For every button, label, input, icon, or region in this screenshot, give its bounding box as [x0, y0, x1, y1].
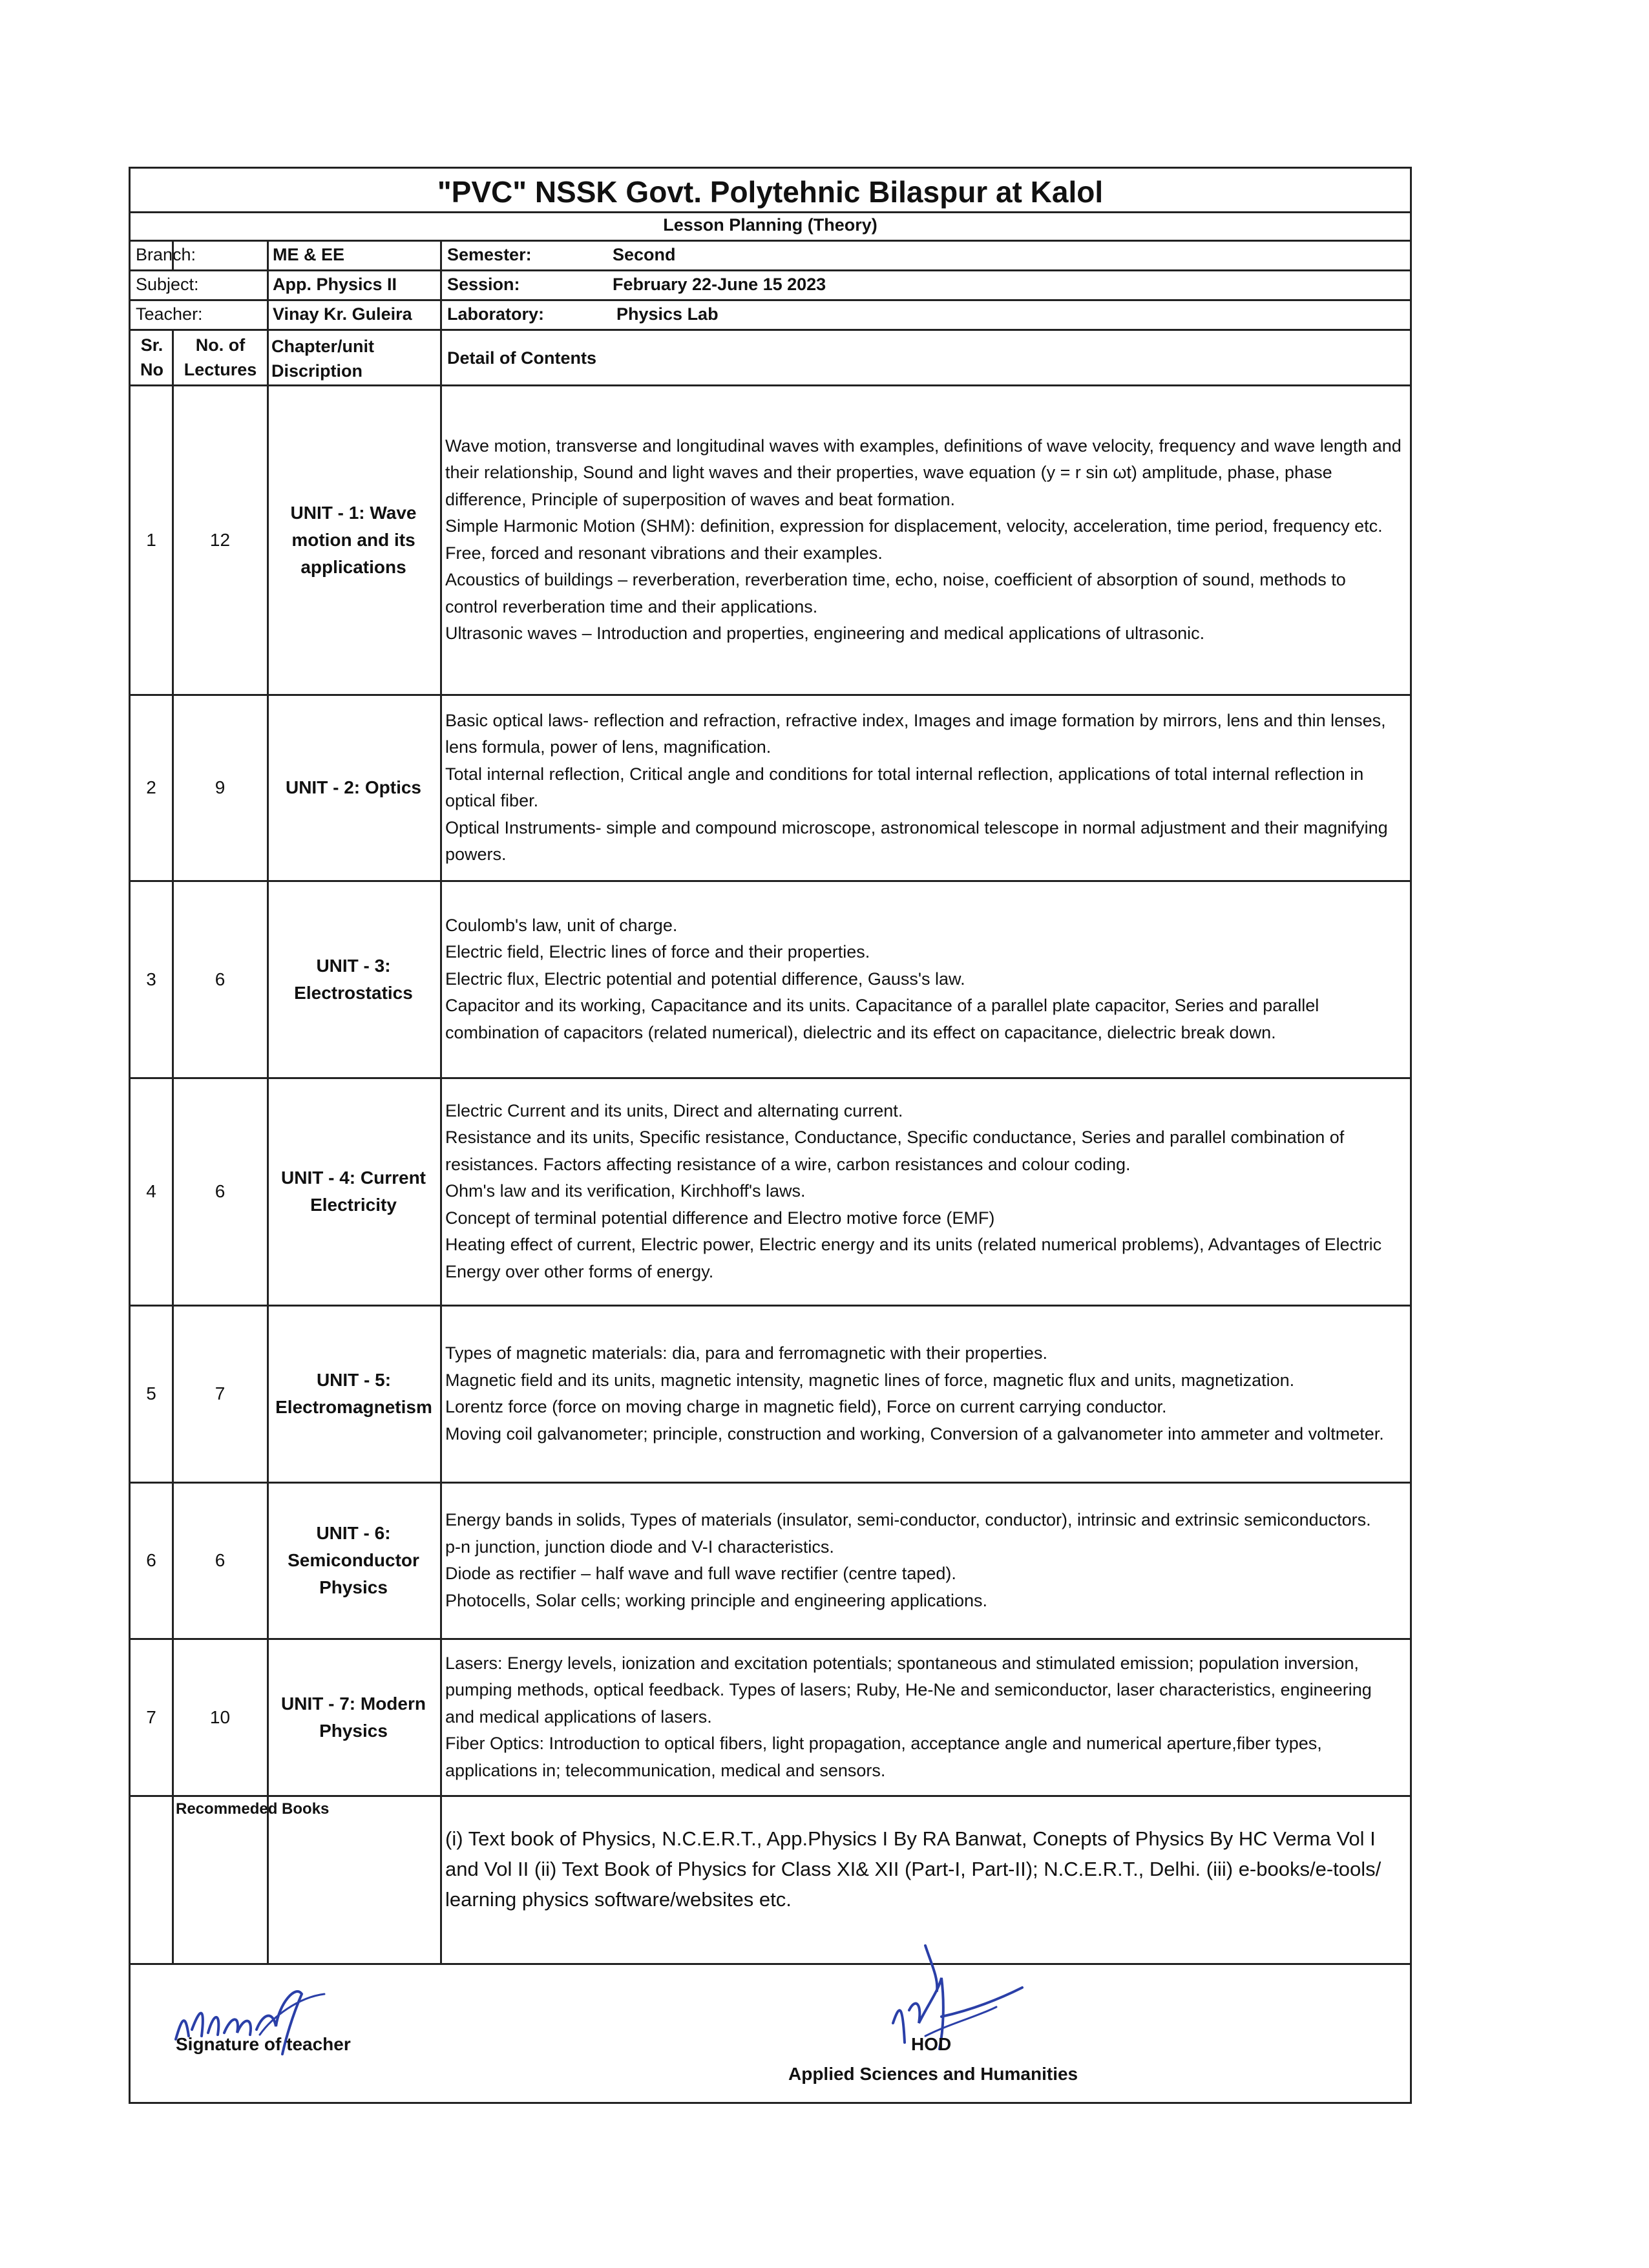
branch-label: Branch: [136, 245, 196, 264]
row-7-lectures: 10 [209, 1706, 231, 1727]
row-5-sr: 5 [146, 1383, 156, 1403]
divider [131, 329, 1410, 331]
col-header-sr: Sr. No [140, 335, 163, 379]
row-3-unit: UNIT - 3: Electrostatics [294, 955, 413, 1003]
row-1-details: Wave motion, transverse and longitudinal waves with examples, definitions of wave velocity, frequency and wave length and their relationship, Sound and light waves and their properties, wave equation (y = r sin ωt) amplitude, phase, phase difference, Principle of superposition of waves and beat formation. Simple Harmonic Motion (SHM): definition, expression for displacement, velocity, acceleration, time period, frequency etc. Free, forced and resonant vibrations and their examples. Acoustics of buildings – reverberation, reverberation time, echo, noise, coefficient of absorption of sound, methods to control reverberation time and their applications. Ultrasonic waves – Introduction and properties, engineering and medical applications of ultrasonic. [445, 436, 1402, 643]
row-6-details: Energy bands in solids, Types of materials (insulator, semi-conductor, conductor), intrinsic and extrinsic semiconductors. p-n junction, junction diode and V-I characteristics. Diode as rectifier – half wave and full wave rectifier (centre taped). Photocells, Solar cells; working principle and engineering applications. [445, 1510, 1371, 1610]
divider [131, 211, 1410, 213]
row-7-sr: 7 [146, 1706, 156, 1727]
divider [131, 1963, 1410, 1965]
col-header-chapter: Chapter/unit Discription [271, 337, 374, 381]
session-label: Session: [447, 275, 520, 294]
divider [131, 1795, 1410, 1797]
row-7-unit: UNIT - 7: Modern Physics [281, 1693, 426, 1741]
row-4-unit: UNIT - 4: Current Electricity [281, 1168, 426, 1215]
row-3-details: Coulomb's law, unit of charge. Electric field, Electric lines of force and their properties. Electric flux, Electric potential and potential difference, Gauss's law. Capacitor and its working, Capacitance and its units. Capacitance of a parallel plate capacitor, Series and parallel combination of capacitors (related numerical), dielectric and its effect on capacitance, dielectric break down. [445, 915, 1319, 1042]
hod-label: HOD [911, 2034, 952, 2054]
row-7-details: Lasers: Energy levels, ionization and excitation potentials; spontaneous and stimulated emission; population inversion, pumping methods, optical feedback. Types of lasers; Ruby, He-Ne and semiconductor, laser characteristics, engineering and medical applications of lasers. Fiber Optics: Introduction to optical fibers, light propagation, acceptance angle and numerical aperture,fiber types, applications in; telecommunication, medical and sensors. [445, 1653, 1372, 1780]
divider [131, 240, 1410, 242]
row-2-unit: UNIT - 2: Optics [285, 777, 421, 797]
department-label: Applied Sciences and Humanities [788, 2064, 1078, 2084]
row-6-sr: 6 [146, 1550, 156, 1570]
row-1-unit: UNIT - 1: Wave motion and its applications [290, 502, 417, 577]
institute-title: "PVC" NSSK Govt. Polytehnic Bilaspur at Kalol [437, 175, 1104, 209]
row-6-unit: UNIT - 6: Semiconductor Physics [288, 1523, 419, 1597]
laboratory-value: Physics Lab [616, 304, 719, 324]
row-1-sr: 1 [146, 529, 156, 550]
row-5-unit: UNIT - 5: Electromagnetism [275, 1370, 432, 1417]
books-label: Recommeded Books [176, 1800, 330, 1818]
divider [172, 240, 174, 269]
row-6-lectures: 6 [215, 1550, 226, 1570]
row-1-lectures: 12 [209, 529, 231, 550]
row-4-sr: 4 [146, 1181, 156, 1201]
row-2-details: Basic optical laws- reflection and refraction, refractive index, Images and image formation by mirrors, lens and thin lenses, lens formula, power of lens, magnification. Total internal reflection, Critical angle and conditions for total internal reflection, applications of total internal reflection in optical fiber. Optical Instruments- simple and compound microscope, astronomical telescope in normal adjustment and their magnifying powers. [445, 710, 1388, 864]
row-4-details: Electric Current and its units, Direct and alternating current. Resistance and its units, Specific resistance, Conductance, Specific conductance, Series and parallel combination of resistances. Factors affecting resistance of a wire, carbon resistances and colour coding. Ohm's law and its verification, Kirchhoff's laws. Concept of terminal potential difference and Electro motive force (EMF) Heating effect of current, Electric power, Electric energy and its units (related numerical problems), Advantages of Electric Energy over other forms of energy. [445, 1100, 1382, 1281]
session-value: February 22-June 15 2023 [613, 275, 826, 294]
subject-label: Subject: [136, 275, 199, 294]
laboratory-label: Laboratory: [447, 304, 545, 324]
lesson-plan-sheet [129, 167, 1412, 2104]
row-5-details: Types of magnetic materials: dia, para and ferromagnetic with their properties. Magnetic field and its units, magnetic intensity, magnetic lines of force, magnetic flux and units, magnetization. Lorentz force (force on moving charge in magnetic field), Force on current carrying conductor. Moving coil galvanometer; principle, construction and working, Conversion of a galvanometer into ammeter and voltmeter. [445, 1343, 1384, 1444]
divider [131, 299, 1410, 301]
branch-value: ME & EE [273, 245, 345, 264]
document-subtitle: Lesson Planning (Theory) [663, 215, 877, 235]
semester-value: Second [613, 245, 676, 264]
row-5-lectures: 7 [215, 1383, 226, 1403]
teacher-label: Teacher: [136, 304, 203, 324]
col-header-detail: Detail of Contents [447, 348, 597, 368]
semester-label: Semester: [447, 245, 532, 264]
subject-value: App. Physics II [273, 275, 397, 294]
teacher-value: Vinay Kr. Guleira [273, 304, 412, 324]
row-2-lectures: 9 [215, 777, 226, 797]
books-text: (i) Text book of Physics, N.C.E.R.T., App.Physics I By RA Banwat, Conepts of Physics By HC Verma Vol I and Vol II (ii) Text Book of Physics for Class XI& XII (Part-I, Part-II); N.C.E.R.T., Delhi. (iii) e-books/e-tools/ learning physics software/websites etc. [445, 1827, 1381, 1911]
divider [440, 240, 442, 1963]
teacher-signature-label: Signature of teacher [176, 2034, 351, 2054]
col-header-lectures: No. of Lectures [184, 335, 257, 379]
divider [131, 269, 1410, 271]
row-4-lectures: 6 [215, 1181, 226, 1201]
row-3-sr: 3 [146, 969, 156, 989]
divider [267, 240, 269, 1963]
row-3-lectures: 6 [215, 969, 226, 989]
row-2-sr: 2 [146, 777, 156, 797]
